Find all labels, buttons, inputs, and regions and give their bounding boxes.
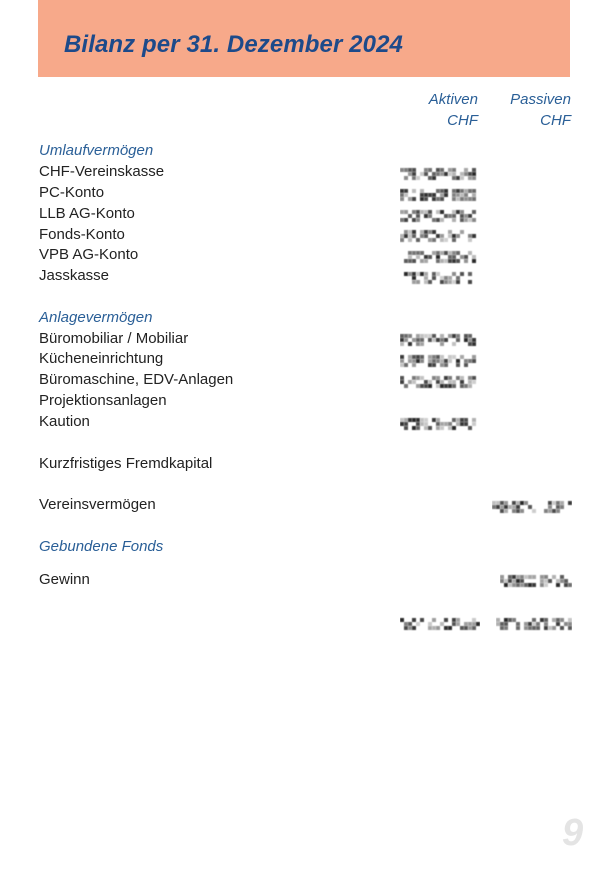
- redaction-pixel: [452, 342, 456, 346]
- row-label-projektionsanlagen: Projektionsanlagen: [39, 392, 167, 409]
- redaction-pixel: [516, 626, 520, 630]
- redacted-pc-konto: [400, 188, 478, 202]
- redaction-pixel: [448, 359, 452, 363]
- redaction-pixel: [464, 259, 468, 263]
- redaction-pixel: [556, 583, 560, 587]
- redaction-pixel: [400, 342, 404, 346]
- section-title-gebundene-fonds: Gebundene Fonds: [39, 538, 164, 555]
- redaction-pixel: [444, 363, 448, 367]
- redaction-pixel: [428, 384, 432, 388]
- redaction-pixel: [504, 626, 508, 630]
- redaction-pixel: [472, 359, 476, 363]
- redaction-pixel: [440, 218, 444, 222]
- redacted-vpb-ag-konto: [400, 250, 478, 264]
- redaction-pixel: [440, 426, 444, 430]
- redaction-pixel: [448, 626, 452, 630]
- redaction-pixel: [532, 509, 536, 513]
- redaction-pixel: [468, 426, 472, 430]
- redaction-pixel: [452, 384, 456, 388]
- redaction-pixel: [536, 626, 540, 630]
- redaction-pixel: [416, 280, 420, 284]
- redaction-pixel: [444, 618, 448, 622]
- redaction-pixel: [444, 338, 448, 342]
- redaction-pixel: [404, 176, 408, 180]
- section-title-anlagevermoegen: Anlagevermögen: [39, 309, 153, 326]
- redaction-pixel: [440, 342, 444, 346]
- page-title: Bilanz per 31. Dezember 2024: [64, 31, 403, 58]
- redaction-pixel: [532, 583, 536, 587]
- column-header-passiven: [482, 89, 571, 131]
- redaction-pixel: [428, 426, 432, 430]
- row-label-vpb-ag-konto: VPB AG-Konto: [39, 246, 139, 263]
- redaction-pixel: [424, 259, 428, 263]
- redaction-pixel: [412, 259, 416, 263]
- redacted-kuecheneinrichtung: [400, 354, 478, 368]
- aktiven-label: Aktiven: [428, 91, 478, 108]
- redaction-pixel: [412, 626, 416, 630]
- redaction-pixel: [456, 259, 460, 263]
- redaction-pixel: [412, 363, 416, 367]
- column-header-aktiven: [390, 89, 478, 131]
- redaction-pixel: [532, 575, 536, 579]
- redaction-pixel: [436, 626, 440, 630]
- redaction-pixel: [428, 280, 432, 284]
- redaction-pixel: [560, 505, 564, 509]
- redaction-pixel: [440, 197, 444, 201]
- redacted-vereinsvermoegen: [492, 500, 572, 514]
- page-number: 9: [562, 812, 584, 854]
- redaction-pixel: [472, 218, 476, 222]
- redaction-pixel: [400, 197, 404, 201]
- redaction-pixel: [468, 280, 472, 284]
- redaction-pixel: [412, 189, 416, 193]
- redaction-pixel: [568, 626, 572, 630]
- row-label-vereinsvermoegen: Vereinsvermögen: [39, 496, 156, 513]
- redaction-pixel: [472, 210, 476, 214]
- redacted-bueromaschine: [400, 375, 478, 389]
- redaction-pixel: [432, 363, 436, 367]
- redaction-pixel: [548, 579, 552, 583]
- redaction-pixel: [476, 622, 480, 626]
- redaction-pixel: [568, 583, 572, 587]
- redaction-pixel: [472, 626, 476, 630]
- row-label-kurzfristiges-fremdkapital: Kurzfristiges Fremdkapital: [39, 455, 213, 472]
- row-label-kuecheneinrichtung: Kücheneinrichtung: [39, 350, 164, 367]
- row-label-chf-vereinskasse: CHF-Vereinskasse: [39, 163, 165, 180]
- passiven-currency: CHF: [540, 112, 571, 129]
- redaction-pixel: [452, 426, 456, 430]
- redaction-pixel: [404, 426, 408, 430]
- redaction-pixel: [432, 276, 436, 280]
- redaction-pixel: [468, 272, 472, 276]
- redaction-pixel: [412, 197, 416, 201]
- redaction-pixel: [432, 238, 436, 242]
- redaction-pixel: [404, 363, 408, 367]
- redaction-pixel: [408, 342, 412, 346]
- redaction-pixel: [428, 255, 432, 259]
- redacted-bueromobiliar: [400, 333, 478, 347]
- title-banner: [38, 0, 570, 77]
- redaction-pixel: [472, 197, 476, 201]
- redacted-jasskasse: [400, 271, 478, 285]
- row-label-bueromobiliar: Büromobiliar / Mobiliar: [39, 330, 189, 347]
- redaction-pixel: [460, 176, 464, 180]
- row-label-llb-ag-konto: LLB AG-Konto: [39, 205, 135, 222]
- redaction-pixel: [568, 501, 572, 505]
- redacted-kaution: [400, 417, 478, 431]
- redaction-pixel: [472, 176, 476, 180]
- redaction-pixel: [468, 384, 472, 388]
- redaction-pixel: [452, 238, 456, 242]
- redaction-pixel: [452, 218, 456, 222]
- redaction-pixel: [456, 363, 460, 367]
- redaction-pixel: [472, 342, 476, 346]
- redaction-pixel: [472, 259, 476, 263]
- redaction-pixel: [400, 238, 404, 242]
- aktiven-currency: CHF: [447, 112, 478, 129]
- redaction-pixel: [416, 176, 420, 180]
- redaction-pixel: [432, 618, 436, 622]
- redaction-pixel: [424, 197, 428, 201]
- redaction-pixel: [460, 272, 464, 276]
- redaction-pixel: [552, 626, 556, 630]
- redaction-pixel: [456, 234, 460, 238]
- redaction-pixel: [520, 509, 524, 513]
- row-label-bueromaschine: Büromaschine, EDV-Anlagen: [39, 371, 234, 388]
- redaction-pixel: [416, 622, 420, 626]
- redacted-llb-ag-konto: [400, 209, 478, 223]
- redacted-fonds-konto: [400, 229, 478, 243]
- redaction-pixel: [408, 238, 412, 242]
- redaction-pixel: [404, 384, 408, 388]
- redaction-pixel: [544, 583, 548, 587]
- redaction-pixel: [460, 230, 464, 234]
- redacted-total-aktiven: [400, 617, 480, 631]
- redaction-pixel: [420, 342, 424, 346]
- redaction-pixel: [472, 380, 476, 384]
- redaction-pixel: [560, 626, 564, 630]
- row-label-pc-konto: PC-Konto: [39, 184, 105, 201]
- redaction-pixel: [464, 363, 468, 367]
- redaction-pixel: [416, 218, 420, 222]
- row-label-jasskasse: Jasskasse: [39, 267, 110, 284]
- passiven-label: Passiven: [510, 91, 571, 108]
- redaction-pixel: [420, 359, 424, 363]
- redaction-pixel: [444, 193, 448, 197]
- redaction-pixel: [468, 238, 472, 242]
- redaction-pixel: [456, 338, 460, 342]
- redaction-pixel: [404, 218, 408, 222]
- redacted-gewinn: [500, 574, 572, 588]
- redaction-pixel: [472, 234, 476, 238]
- redaction-pixel: [420, 618, 424, 622]
- row-label-fonds-konto: Fonds-Konto: [39, 226, 125, 243]
- section-title-umlaufvermoegen: Umlaufvermögen: [39, 142, 154, 159]
- redaction-pixel: [472, 422, 476, 426]
- redacted-chf-vereinskasse: [400, 167, 478, 181]
- redaction-pixel: [416, 238, 420, 242]
- redaction-pixel: [444, 238, 448, 242]
- redaction-pixel: [504, 509, 508, 513]
- redaction-pixel: [432, 176, 436, 180]
- row-label-kaution: Kaution: [39, 413, 90, 430]
- redaction-pixel: [456, 280, 460, 284]
- redaction-pixel: [416, 426, 420, 430]
- row-label-gewinn: Gewinn: [39, 571, 90, 588]
- redaction-pixel: [556, 509, 560, 513]
- redacted-total-passiven: [496, 617, 572, 631]
